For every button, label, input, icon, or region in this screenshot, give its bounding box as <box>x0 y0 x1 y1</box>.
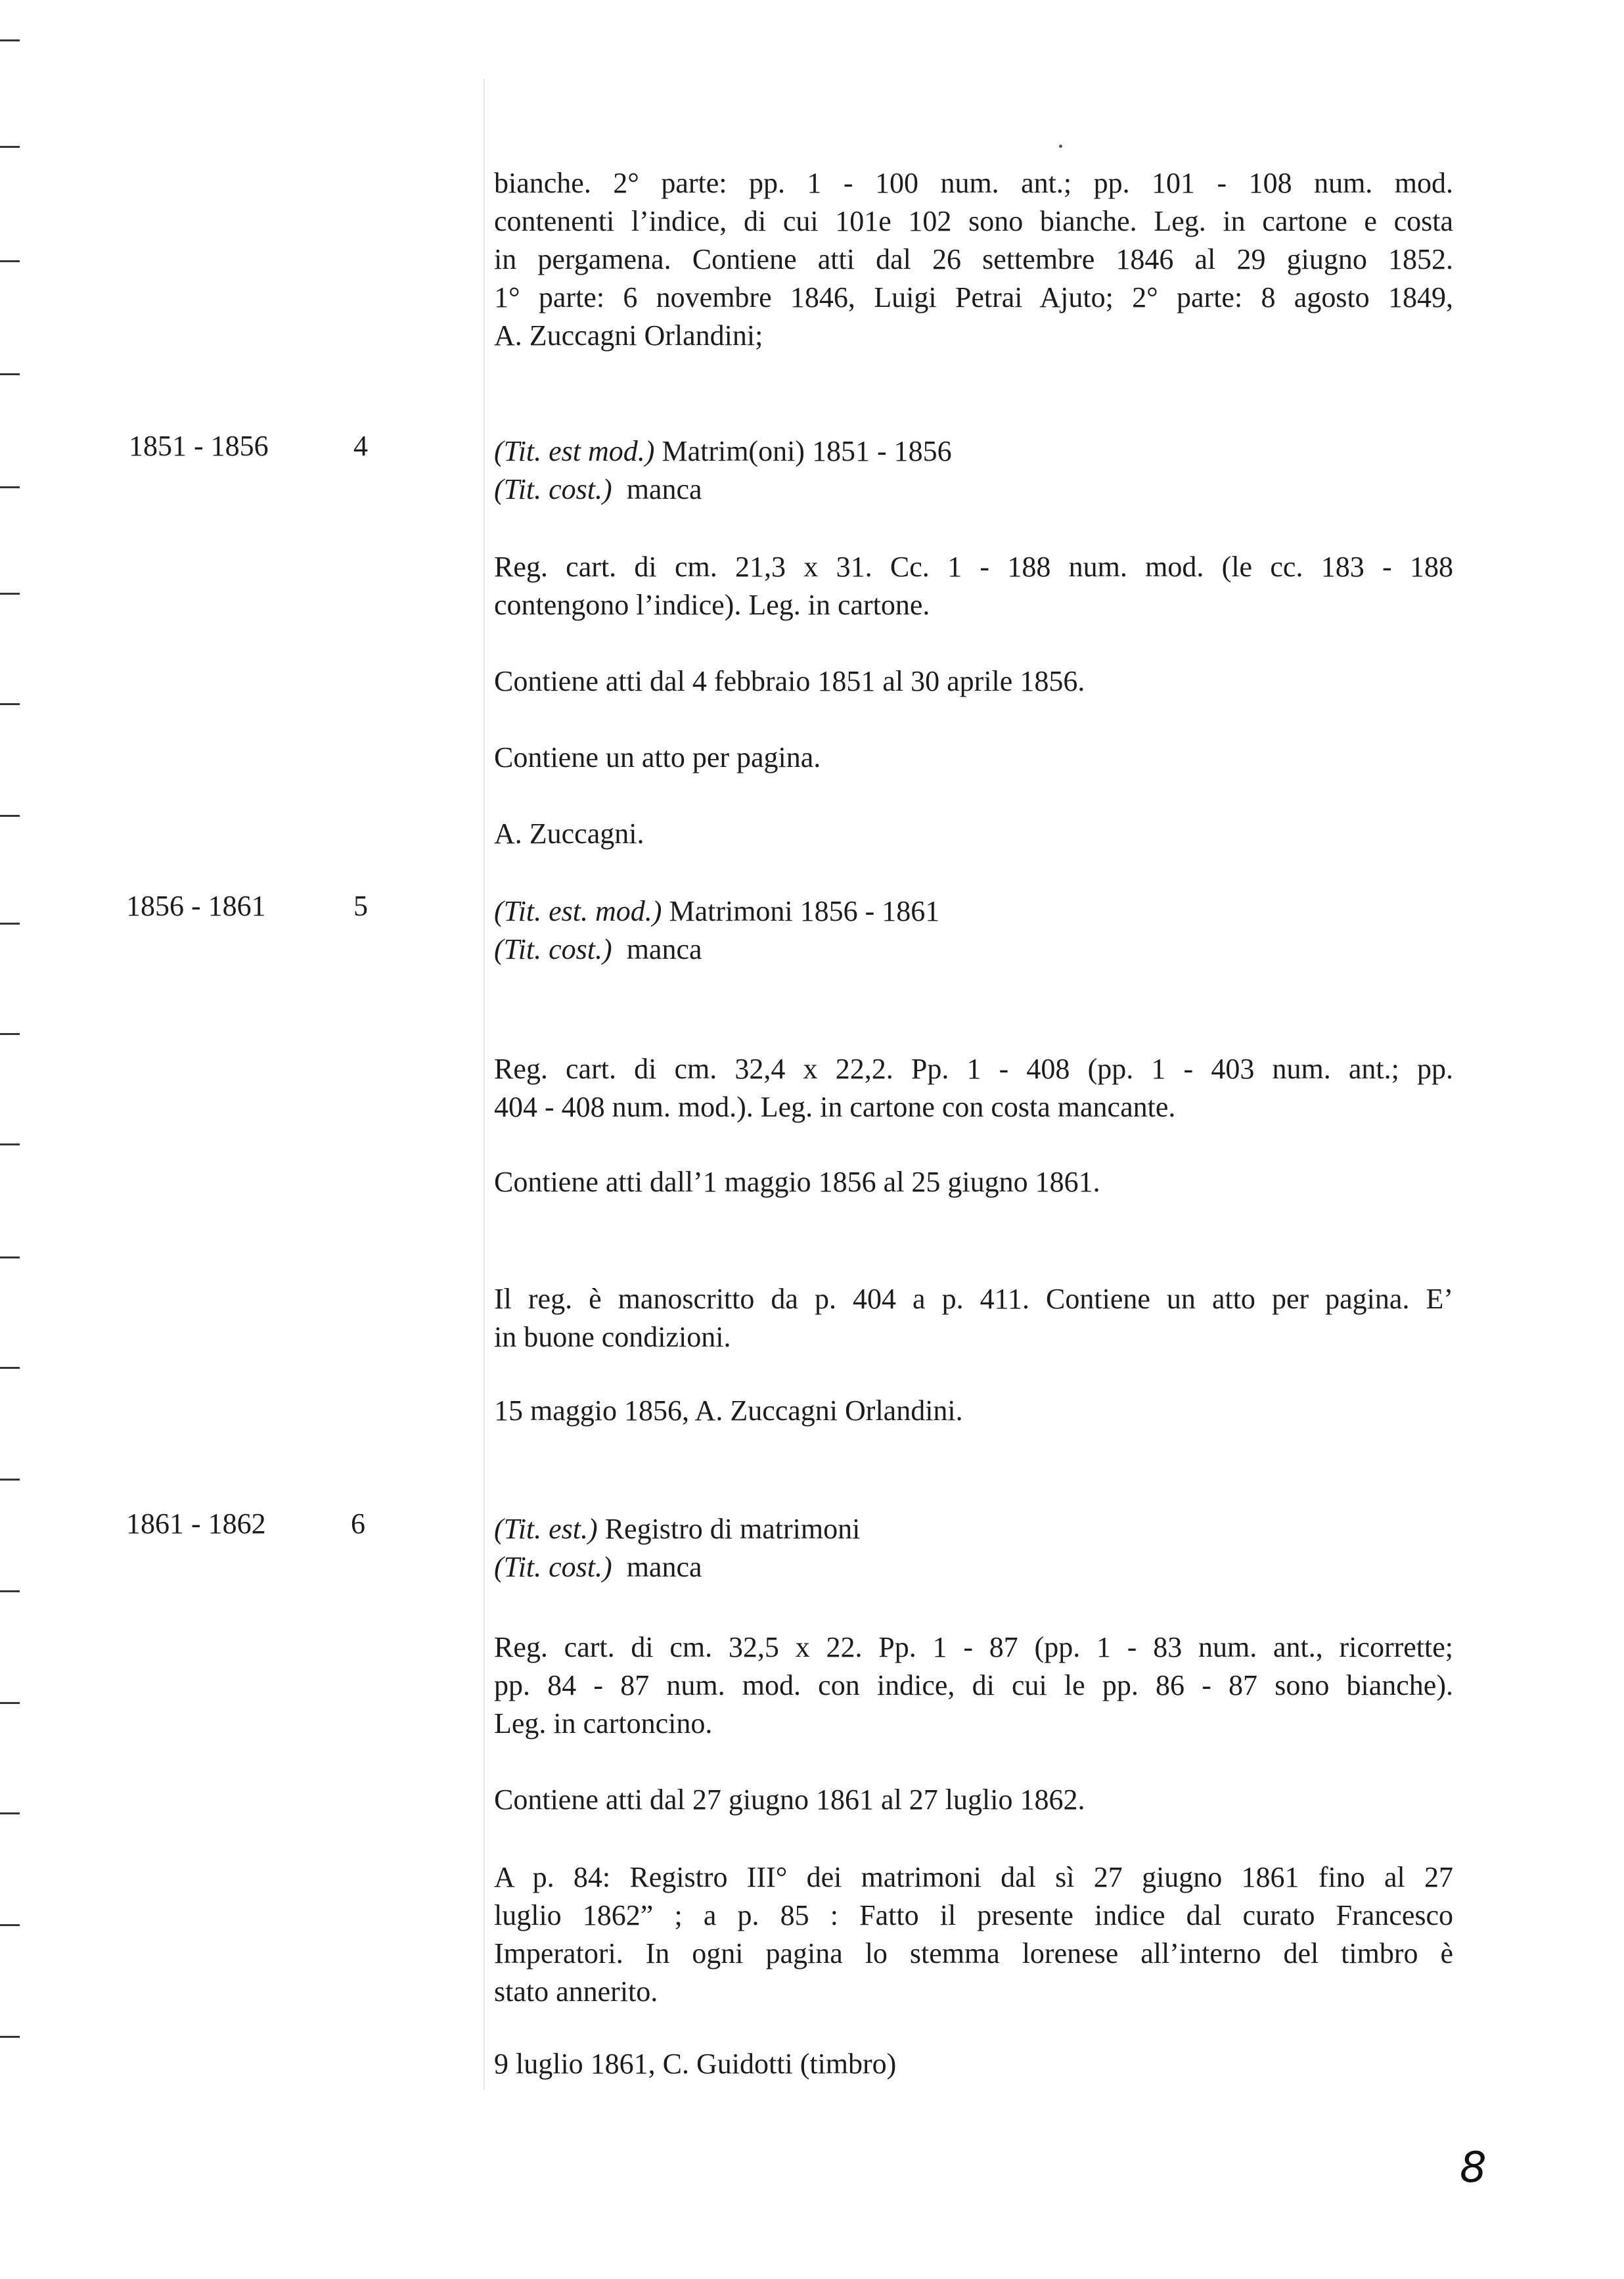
title-ext: Matrim(oni) 1851 - 1856 <box>662 435 952 467</box>
entry-title <box>494 1510 1453 1586</box>
margin-mark <box>0 39 20 41</box>
note-line: A p. 84: Registro III° dei matrimoni dal sì 27 giugno 1861 fino al 27 <box>494 1861 1453 1893</box>
intro-paragraph <box>494 164 1453 355</box>
title-ext-label: (Tit. est mod.) <box>494 435 655 467</box>
entry-contents: Contiene atti dal 27 giugno 1861 al 27 luglio 1862. <box>494 1784 1085 1816</box>
scan-speck <box>1059 145 1062 148</box>
description-line: contengono l’indice). Leg. in cartone. <box>494 589 930 621</box>
margin-mark <box>0 2036 20 2038</box>
margin-mark <box>0 1367 20 1369</box>
intro-line: in pergamena. Contiene atti dal 26 settembre 1846 al 29 giugno 1852. <box>494 243 1453 275</box>
description-line: Reg. cart. di cm. 32,5 x 22. Pp. 1 - 87 (pp. 1 - 83 num. ant., ricorrette; <box>494 1631 1453 1663</box>
description-line: 404 - 408 num. mod.). Leg. in cartone con costa mancante. <box>494 1091 1176 1123</box>
title-cost-label: (Tit. cost.) <box>494 1551 612 1583</box>
title-ext: Registro di matrimoni <box>604 1513 861 1545</box>
page-number: 8 <box>1460 2144 1487 2192</box>
margin-mark <box>0 1812 20 1814</box>
title-ext-label: (Tit. est.) <box>494 1513 598 1545</box>
entry-date: 1861 - 1862 <box>126 1508 266 1540</box>
entry-date: 1856 - 1861 <box>126 890 266 922</box>
note-line: luglio 1862” ; a p. 85 : Fatto il presente indice dal curato Francesco <box>494 1899 1453 1931</box>
title-cost-label: (Tit. cost.) <box>494 473 612 505</box>
entry-contents: Contiene atti dal 4 febbraio 1851 al 30 aprile 1856. <box>494 665 1085 697</box>
note-line: in buone condizioni. <box>494 1321 731 1353</box>
title-cost: manca <box>626 1551 702 1583</box>
margin-mark <box>0 703 20 705</box>
entry-number: 6 <box>351 1508 365 1540</box>
description-line: pp. 84 - 87 num. mod. con indice, di cui le pp. 86 - 87 sono bianche). <box>494 1669 1453 1701</box>
margin-mark <box>0 1590 20 1592</box>
note-line: Il reg. è manoscritto da p. 404 a p. 411. Contiene un atto per pagina. E’ <box>494 1283 1453 1315</box>
margin-mark <box>0 146 20 148</box>
description-line: Reg. cart. di cm. 21,3 x 31. Cc. 1 - 188 num. mod. (le cc. 183 - 188 <box>494 551 1453 583</box>
entry-title <box>494 892 1453 969</box>
intro-line: 1° parte: 6 novembre 1846, Luigi Petrai Ajuto; 2° parte: 8 agosto 1849, <box>494 281 1453 313</box>
margin-mark <box>0 815 20 817</box>
intro-line: contenenti l’indice, di cui 101e 102 sono bianche. Leg. in cartone e costa <box>494 205 1453 237</box>
entry-number: 5 <box>353 890 368 922</box>
title-ext: Matrimoni 1856 - 1861 <box>669 895 940 927</box>
margin-mark <box>0 373 20 375</box>
entry-signature: A. Zuccagni. <box>494 817 644 850</box>
margin-mark <box>0 486 20 488</box>
title-ext-label: (Tit. est. mod.) <box>494 895 662 927</box>
entry-number: 4 <box>353 430 368 462</box>
margin-mark <box>0 923 20 925</box>
entry-note <box>494 1858 1453 2011</box>
margin-mark <box>0 1479 20 1481</box>
entry-note <box>494 1280 1453 1356</box>
description-line: Leg. in cartoncino. <box>494 1707 713 1739</box>
note-line: Imperatori. In ogni pagina lo stemma lorenese all’interno del timbro è <box>494 1937 1453 1969</box>
title-cost-label: (Tit. cost.) <box>494 933 612 965</box>
entry-date: 1851 - 1856 <box>129 430 269 462</box>
margin-mark <box>0 1033 20 1035</box>
intro-line: bianche. 2° parte: pp. 1 - 100 num. ant.; pp. 101 - 108 num. mod. <box>494 167 1453 199</box>
margin-mark <box>0 1143 20 1145</box>
note-line: stato annerito. <box>494 1975 658 2008</box>
entry-signature: 9 luglio 1861, C. Guidotti (timbro) <box>494 2048 897 2080</box>
entry-signature: 15 maggio 1856, A. Zuccagni Orlandini. <box>494 1394 963 1427</box>
entry-description <box>494 1050 1453 1126</box>
entry-contents: Contiene atti dall’1 maggio 1856 al 25 giugno 1861. <box>494 1166 1100 1198</box>
margin-mark <box>0 1924 20 1926</box>
entry-description <box>494 1628 1453 1743</box>
title-cost: manca <box>626 933 702 965</box>
binder-margin <box>0 0 39 2279</box>
intro-line: A. Zuccagni Orlandini; <box>494 319 763 352</box>
margin-mark <box>0 593 20 595</box>
entry-description <box>494 548 1453 624</box>
margin-mark <box>0 1702 20 1704</box>
margin-mark <box>0 1256 20 1258</box>
column-divider <box>484 79 485 2090</box>
description-line: Reg. cart. di cm. 32,4 x 22,2. Pp. 1 - 408 (pp. 1 - 403 num. ant.; pp. <box>494 1053 1453 1085</box>
title-cost: manca <box>626 473 702 505</box>
entry-title <box>494 432 1453 509</box>
margin-mark <box>0 260 20 262</box>
entry-note: Contiene un atto per pagina. <box>494 741 821 773</box>
